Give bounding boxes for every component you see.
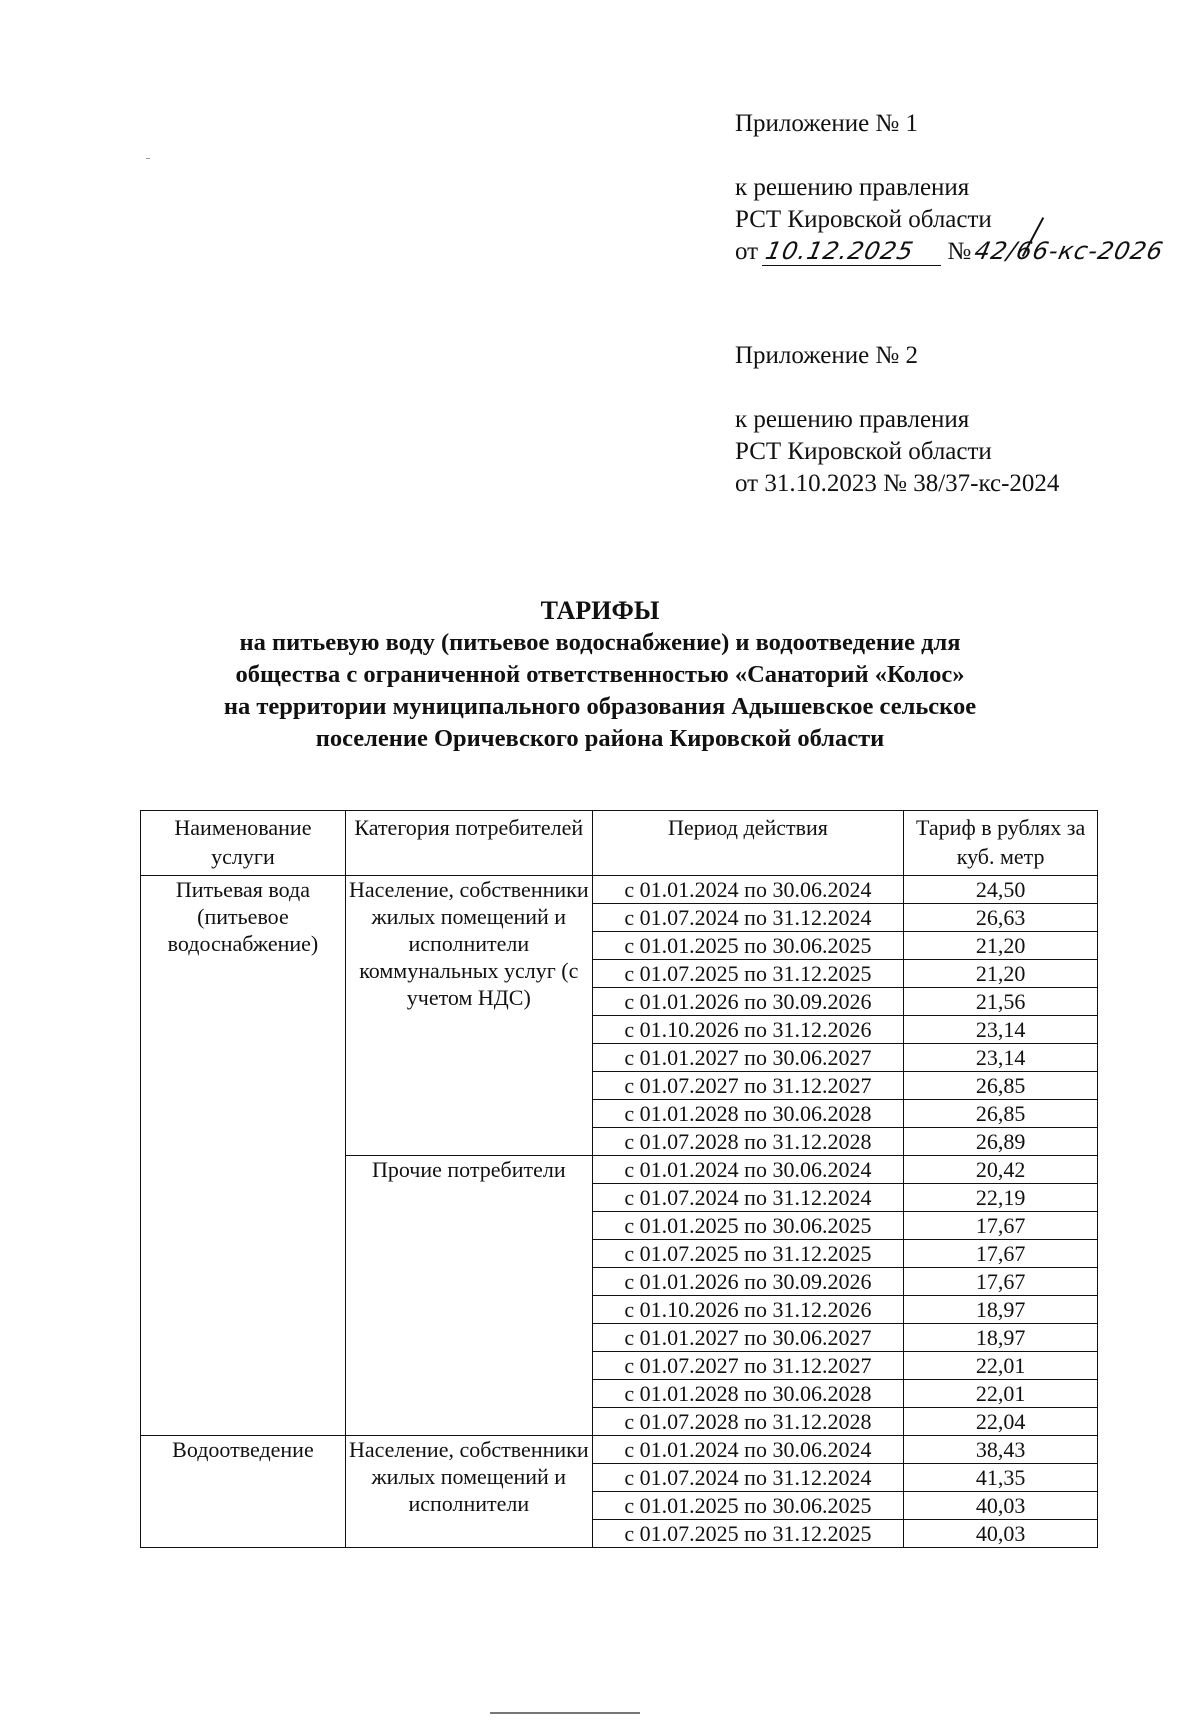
consumer-category-cell: Прочие потребители	[345, 1156, 592, 1436]
period-cell: с 01.01.2028 по 30.06.2028	[592, 1100, 904, 1128]
tariff-value-cell: 17,67	[904, 1240, 1098, 1268]
annex-2-line1: к решению правления	[735, 406, 970, 433]
period-cell: с 01.07.2024 по 31.12.2024	[592, 904, 904, 932]
period-cell: с 01.01.2025 по 30.06.2025	[592, 932, 904, 960]
tariff-value-cell: 23,14	[904, 1016, 1098, 1044]
consumer-category-cell: Население, собственники жилых помещений и исполнители	[345, 1436, 592, 1548]
annex-2-line2: РСТ Кировской области	[735, 438, 992, 465]
period-cell: с 01.07.2024 по 31.12.2024	[592, 1184, 904, 1212]
tariff-value-cell: 22,19	[904, 1184, 1098, 1212]
handwritten-date: 10.12.2025	[762, 238, 941, 266]
tariff-value-cell: 20,42	[904, 1156, 1098, 1184]
service-name-cell: Питьевая вода (питьевое водоснабжение)	[141, 876, 346, 1436]
header-period: Период действия	[592, 811, 904, 876]
annex-1-number-label: №	[947, 238, 972, 265]
subtitle-line: на территории муниципального образования Адышевское сельское	[223, 693, 977, 720]
annex-2-line3: от 31.10.2023 № 38/37-кс-2024	[735, 470, 1060, 497]
tariff-value-cell: 23,14	[904, 1044, 1098, 1072]
tariff-value-cell: 40,03	[904, 1492, 1098, 1520]
period-cell: с 01.07.2025 по 31.12.2025	[592, 1240, 904, 1268]
tariff-value-cell: 17,67	[904, 1268, 1098, 1296]
tariff-table-body	[141, 876, 1098, 1548]
tariff-value-cell: 26,85	[904, 1100, 1098, 1128]
period-cell: с 01.01.2026 по 30.09.2026	[592, 988, 904, 1016]
consumer-category-cell: Население, собственники жилых помещений и исполнители коммунальных услуг (с учетом НДС)	[345, 876, 592, 1156]
table-row	[141, 1436, 1098, 1464]
tariff-value-cell: 22,01	[904, 1380, 1098, 1408]
annex-1-block	[735, 108, 1167, 268]
annex-2-title: Приложение № 2	[735, 342, 919, 369]
period-cell: с 01.01.2028 по 30.06.2028	[592, 1380, 904, 1408]
tariff-value-cell: 22,04	[904, 1408, 1098, 1436]
annex-1-title: Приложение № 1	[735, 110, 919, 137]
header-category: Категория потребителей	[345, 811, 592, 876]
tariff-value-cell: 21,56	[904, 988, 1098, 1016]
period-cell: с 01.07.2027 по 31.12.2027	[592, 1352, 904, 1380]
document-title-block	[150, 595, 1050, 755]
header-service: Наименование услуги	[141, 811, 346, 876]
tariff-table	[140, 810, 1098, 1548]
period-cell: с 01.01.2024 по 30.06.2024	[592, 876, 904, 904]
tariff-value-cell: 18,97	[904, 1324, 1098, 1352]
period-cell: с 01.10.2026 по 31.12.2026	[592, 1016, 904, 1044]
annex-1-line2: РСТ Кировской области	[735, 206, 992, 233]
page-footer-mark	[490, 1712, 640, 1719]
service-name-cell: Водоотведение	[141, 1436, 346, 1548]
subtitle-line: поселение Оричевского района Кировской области	[315, 725, 885, 752]
period-cell: с 01.01.2026 по 30.09.2026	[592, 1268, 904, 1296]
table-row	[141, 876, 1098, 904]
annex-2-block	[735, 340, 1059, 500]
period-cell: с 01.07.2024 по 31.12.2024	[592, 1464, 904, 1492]
period-cell: с 01.01.2024 по 30.06.2024	[592, 1156, 904, 1184]
annex-1-line3	[735, 236, 1167, 268]
header-tariff: Тариф в рублях за куб. метр	[904, 811, 1098, 876]
period-cell: с 01.01.2027 по 30.06.2027	[592, 1044, 904, 1072]
document-title: ТАРИФЫ	[540, 596, 660, 625]
handwritten-number: 42/66-кс-2026	[972, 237, 1167, 265]
period-cell: с 01.10.2026 по 31.12.2026	[592, 1296, 904, 1324]
tariff-value-cell: 21,20	[904, 932, 1098, 960]
subtitle-line: на питьевую воду (питьевое водоснабжение) и водоотведение для	[239, 629, 961, 656]
period-cell: с 01.01.2025 по 30.06.2025	[592, 1212, 904, 1240]
tariff-value-cell: 26,89	[904, 1128, 1098, 1156]
period-cell: с 01.01.2024 по 30.06.2024	[592, 1436, 904, 1464]
period-cell: с 01.07.2025 по 31.12.2025	[592, 960, 904, 988]
period-cell: с 01.07.2027 по 31.12.2027	[592, 1072, 904, 1100]
tariff-value-cell: 21,20	[904, 960, 1098, 988]
tariff-value-cell: 24,50	[904, 876, 1098, 904]
period-cell: с 01.01.2025 по 30.06.2025	[592, 1492, 904, 1520]
scan-dot	[146, 158, 150, 159]
period-cell: с 01.07.2028 по 31.12.2028	[592, 1408, 904, 1436]
annex-1-line1: к решению правления	[735, 174, 970, 201]
tariff-value-cell: 38,43	[904, 1436, 1098, 1464]
tariff-value-cell: 40,03	[904, 1520, 1098, 1548]
table-header-row	[141, 811, 1098, 876]
period-cell: с 01.07.2025 по 31.12.2025	[592, 1520, 904, 1548]
tariff-value-cell: 17,67	[904, 1212, 1098, 1240]
subtitle-line: общества с ограниченной ответственностью «Санаторий «Колос»	[235, 661, 965, 688]
period-cell: с 01.01.2027 по 30.06.2027	[592, 1324, 904, 1352]
period-cell: с 01.07.2028 по 31.12.2028	[592, 1128, 904, 1156]
tariff-value-cell: 26,63	[904, 904, 1098, 932]
tariff-value-cell: 26,85	[904, 1072, 1098, 1100]
annex-1-prefix: от	[735, 238, 759, 265]
tariff-value-cell: 41,35	[904, 1464, 1098, 1492]
tariff-value-cell: 18,97	[904, 1296, 1098, 1324]
tariff-value-cell: 22,01	[904, 1352, 1098, 1380]
